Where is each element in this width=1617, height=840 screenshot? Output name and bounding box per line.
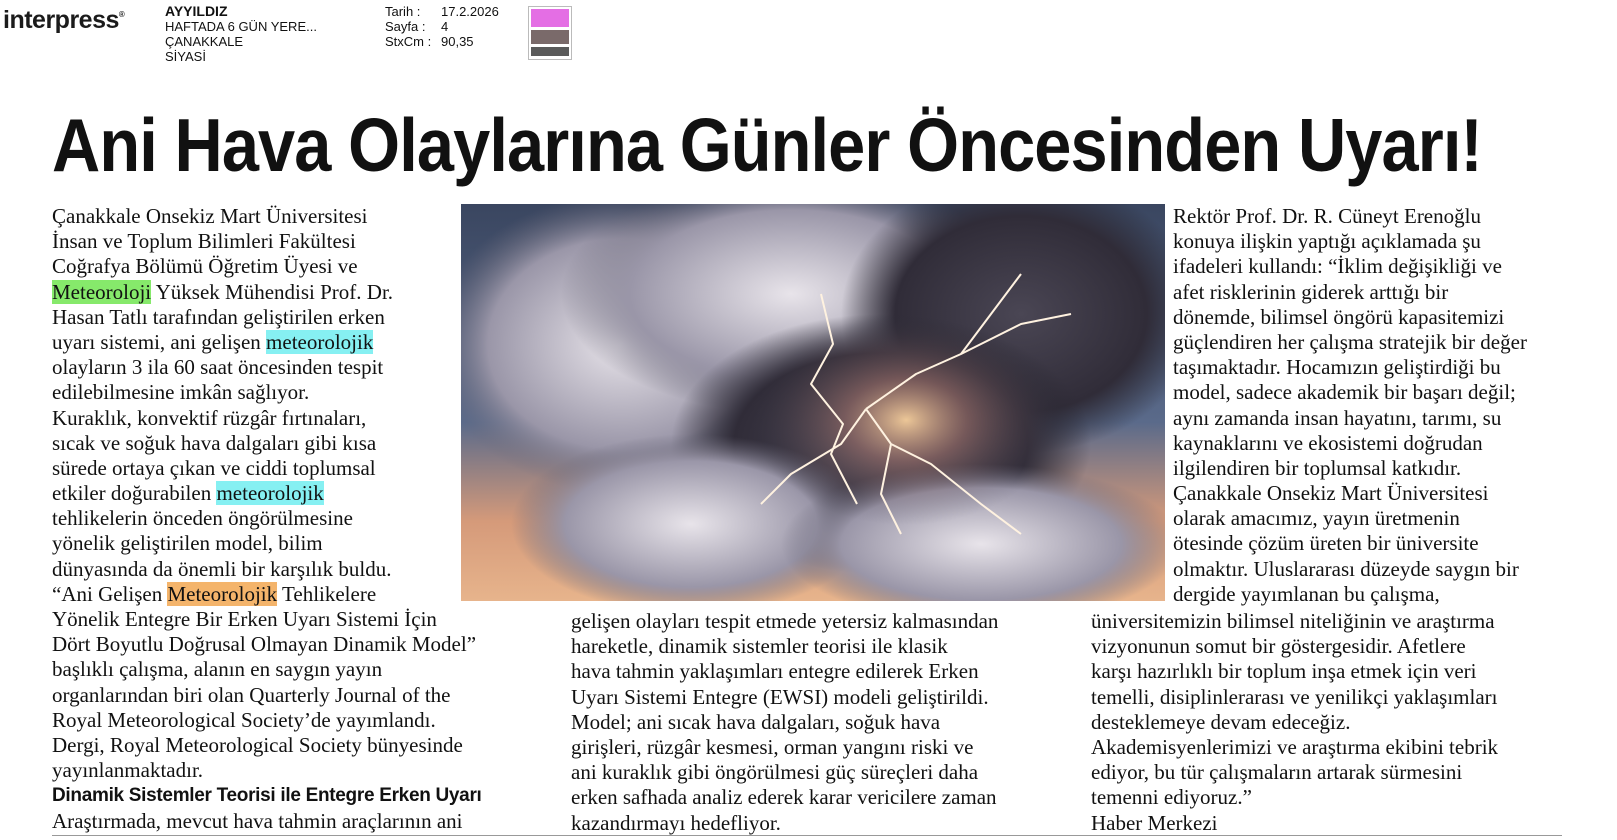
publication-section: SİYASİ [165,49,206,64]
clipping-header [0,0,1617,62]
publication-city: ÇANAKKALE [165,34,244,49]
article-column-2: gelişen olayları tespit etmede yetersiz kalmasından hareketle, dinamik sistemler teorisi ile klasik hava tahmin yaklaşımları entegre edilerek Erken Uyarı Sistemi Entegre (EWSI) modeli geliştirildi. Model; ani sıcak hava dalgaları, soğuk hava girişleri, rüzgâr kesmesi, orman yangını riski ve ani kuraklık gibi öngörülmesi güç süreçleri daha erken safhada analiz ederek karar vericilere zaman kazandırmayı hedefliyor. [571,609,999,835]
meta-page: Sayfa : 4 [385,19,449,34]
publication-info [165,4,317,64]
interpress-logo: interpress® [3,6,125,34]
headline: Ani Hava Olaylarına Günler Öncesinden Uyarı! [52,103,1482,187]
storm-cloud-lightning-photo [461,204,1165,601]
article-column-3-bottom: üniversitemizin bilimsel niteliğinin ve araştırma vizyonunun somut bir göstergesidir. Afetlere karşı hazırlıklı bir toplum inşa etmek için veri temelli, disiplinlerarası ve yenilikçi yaklaşımları desteklemeye devam edeceğiz. Akademisyenlerimizi ve araştırma ekibini tebrik ediyor, bu tür çalışmaların artarak sürmesini temenni ediyoruz.” Haber Merkezi [1091,609,1593,836]
article-column-1: Çanakkale Onsekiz Mart Üniversitesi İnsan ve Toplum Bilimleri Fakültesi Coğrafya Bölümü Öğretim Üyesi ve Meteoroloji Yüksek Mühendisi Prof. Dr. Hasan Tatlı tarafından geliştirilen erken uyarı sistemi, ani gelişen meteorolojik olayların 3 ila 60 saat öncesinden tespit edilebilmesine imkân sağlıyor. Kuraklık, konvektif rüzgâr fırtınaları, sıcak ve soğuk hava dalgaları gibi kısa sürede ortaya çıkan ve ciddi toplumsal etkiler doğurabilen meteorolojik tehlikelerin önceden öngörülmesine yönelik geliştirilen model, bilim dünyasında da önemli bir karşılık buldu. “Ani Gelişen Meteorolojik Tehlikelere Yönelik Entegre Bir Erken Uyarı Sistemi İçin Dört Boyutlu Doğrusal Olmayan Dinamik Model” başlıklı çalışma, alanın en saygın yayın organlarından biri olan Quarterly Journal of the Royal Meteorological Society’de yayımlandı. Dergi, Royal Meteorological Society bünyesinde yayınlanmaktadır. Dinamik Sistemler Teorisi ile Entegre Erken Uyarı Araştırmada, mevcut hava tahmin araçlarının ani [52,204,538,834]
article-column-3-top: Rektör Prof. Dr. R. Cüneyt Erenoğlu konuya ilişkin yaptığı açıklamada şu ifadeleri kullandı: “İklim değişikliği ve afet risklerinin giderek arttığı bir dönemde, bilimsel öngörü kapasitemizi güçlendiren her çalışma stratejik bir değer taşımaktadır. Hocamızın geliştirdiği bu model, sadece akademik bir başarı değil; aynı zamanda insan hayatını, tarımı, su kaynaklarını ve ekosistemi doğrudan ilgilendiren bir toplumsal katkıdır. Çanakkale Onsekiz Mart Üniversitesi olarak amacımız, yayın üretmenin ötesinde çözüm üreten bir üniversite olmaktır. Uluslararası düzeyde saygın bir dergide yayımlanan bu çalışma, [1173,204,1527,606]
meta-size: StxCm : 90,35 [385,34,474,49]
page-thumbnail[interactable] [528,6,572,60]
subheading: Dinamik Sistemler Teorisi ile Entegre Erken Uyarı [52,785,482,807]
publication-name: AYYILDIZ [165,3,228,19]
bottom-rule [52,835,1562,836]
keyword-highlight: Meteoroloji [52,279,152,304]
publication-edition: HAFTADA 6 GÜN YERE... [165,19,317,34]
keyword-highlight: Meteorolojik [167,581,278,606]
clipping-meta [385,4,499,49]
meta-date: Tarih : 17.2.2026 [385,4,499,19]
keyword-highlight: meteorolojik [266,329,374,354]
byline: Haber Merkezi [1091,810,1218,835]
keyword-highlight: meteorolojik [216,481,324,506]
